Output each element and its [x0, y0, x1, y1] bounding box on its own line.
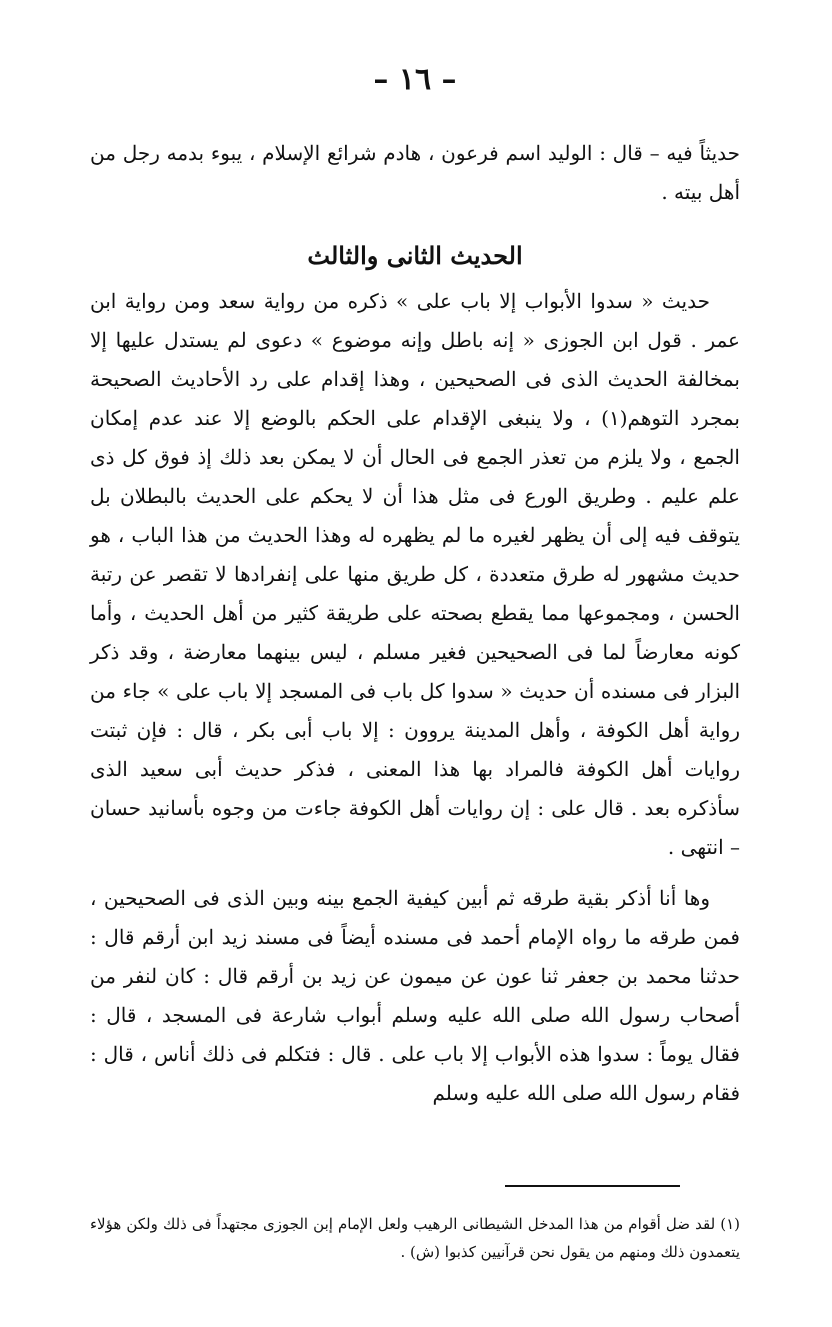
paragraph-gap: [90, 867, 740, 879]
footnote: (١) لقد ضل أقوام من هذا المدخل الشيطانى الرهيب ولعل الإمام إبن الجوزى مجتهداً فى ذلك ولكن هؤلاء يتعمدون ذلك ومنهم من يقول نحن قرآنيين كذبوا (ش) .: [90, 1215, 740, 1261]
footnote-divider: [505, 1185, 680, 1187]
body-paragraph-1: حديث « سدوا الأبواب إلا باب على » ذكره من رواية سعد ومن رواية ابن عمر . قول ابن الجوزى « إنه باطل وإنه موضوع » دعوى لم يستدل عليها إلا بمخالفة الحديث الذى فى الصحيحين ، وهذا إقدام على رد الأحاديث الصحيحة بمجرد التوهم(١) ، ولا ينبغى الإقدام على الحكم بالوضع إلا عند عدم إمكان الجمع ، ولا يلزم من تعذر الجمع فى الحال أن لا يمكن بعد ذلك إذ فوق كل ذى علم عليم . وطريق الورع فى مثل هذا أن لا يحكم على الحديث بالبطلان بل يتوقف فيه إلى أن يظهر لغيره ما لم يظهره له وهذا الحديث من هذا الباب ، هو حديث مشهور له طرق متعددة ، كل طريق منها على إنفرادها لا تقصر عن رتبة الحسن ، ومجموعها مما يقطع بصحته على طريقة كثير من أهل الحديث ، وأما كونه معارضاً لما فى الصحيحين فغير مسلم ، ليس بينهما معارضة ، وقد ذكر البزار فى مسنده أن حديث « سدوا كل باب فى المسجد إلا باب على » جاء من رواية أهل الكوفة ، وأهل المدينة يروون : إلا باب أبى بكر ، قال : فإن ثبتت روايات أهل الكوفة فالمراد بها هذا المعنى ، فذكر حديث أبى سعيد الذى سأذكره بعد . قال على : إن روايات أهل الكوفة جاءت من وجوه بأسانيد حسان – انتهى .: [90, 289, 740, 859]
document-page: [90, 60, 740, 1290]
intro-paragraph: حديثاً فيه – قال : الوليد اسم فرعون ، هادم شرائع الإسلام ، يبوء بدمه رجل من أهل بيته .: [90, 141, 740, 204]
page-number: – ١٦ –: [373, 62, 457, 97]
body-paragraph-2: وها أنا أذكر بقية طرقه ثم أبين كيفية الجمع بينه وبين الذى فى الصحيحين ، فمن طرقه ما رواه الإمام أحمد فى مسنده أيضاً فى مسند زيد ابن أرقم قال : حدثنا محمد بن جعفر ثنا عون عن ميمون عن زيد بن أرقم قال : كان لنفر من أصحاب رسول الله صلى الله عليه وسلم أبواب شارعة فى المسجد ، قال : فقال يوماً : سدوا هذه الأبواب إلا باب على . قال : فتكلم فى ذلك أناس ، قال : فقام رسول الله صلى الله عليه وسلم: [90, 886, 740, 1105]
section-heading: الحديث الثانى والثالث: [307, 241, 523, 270]
